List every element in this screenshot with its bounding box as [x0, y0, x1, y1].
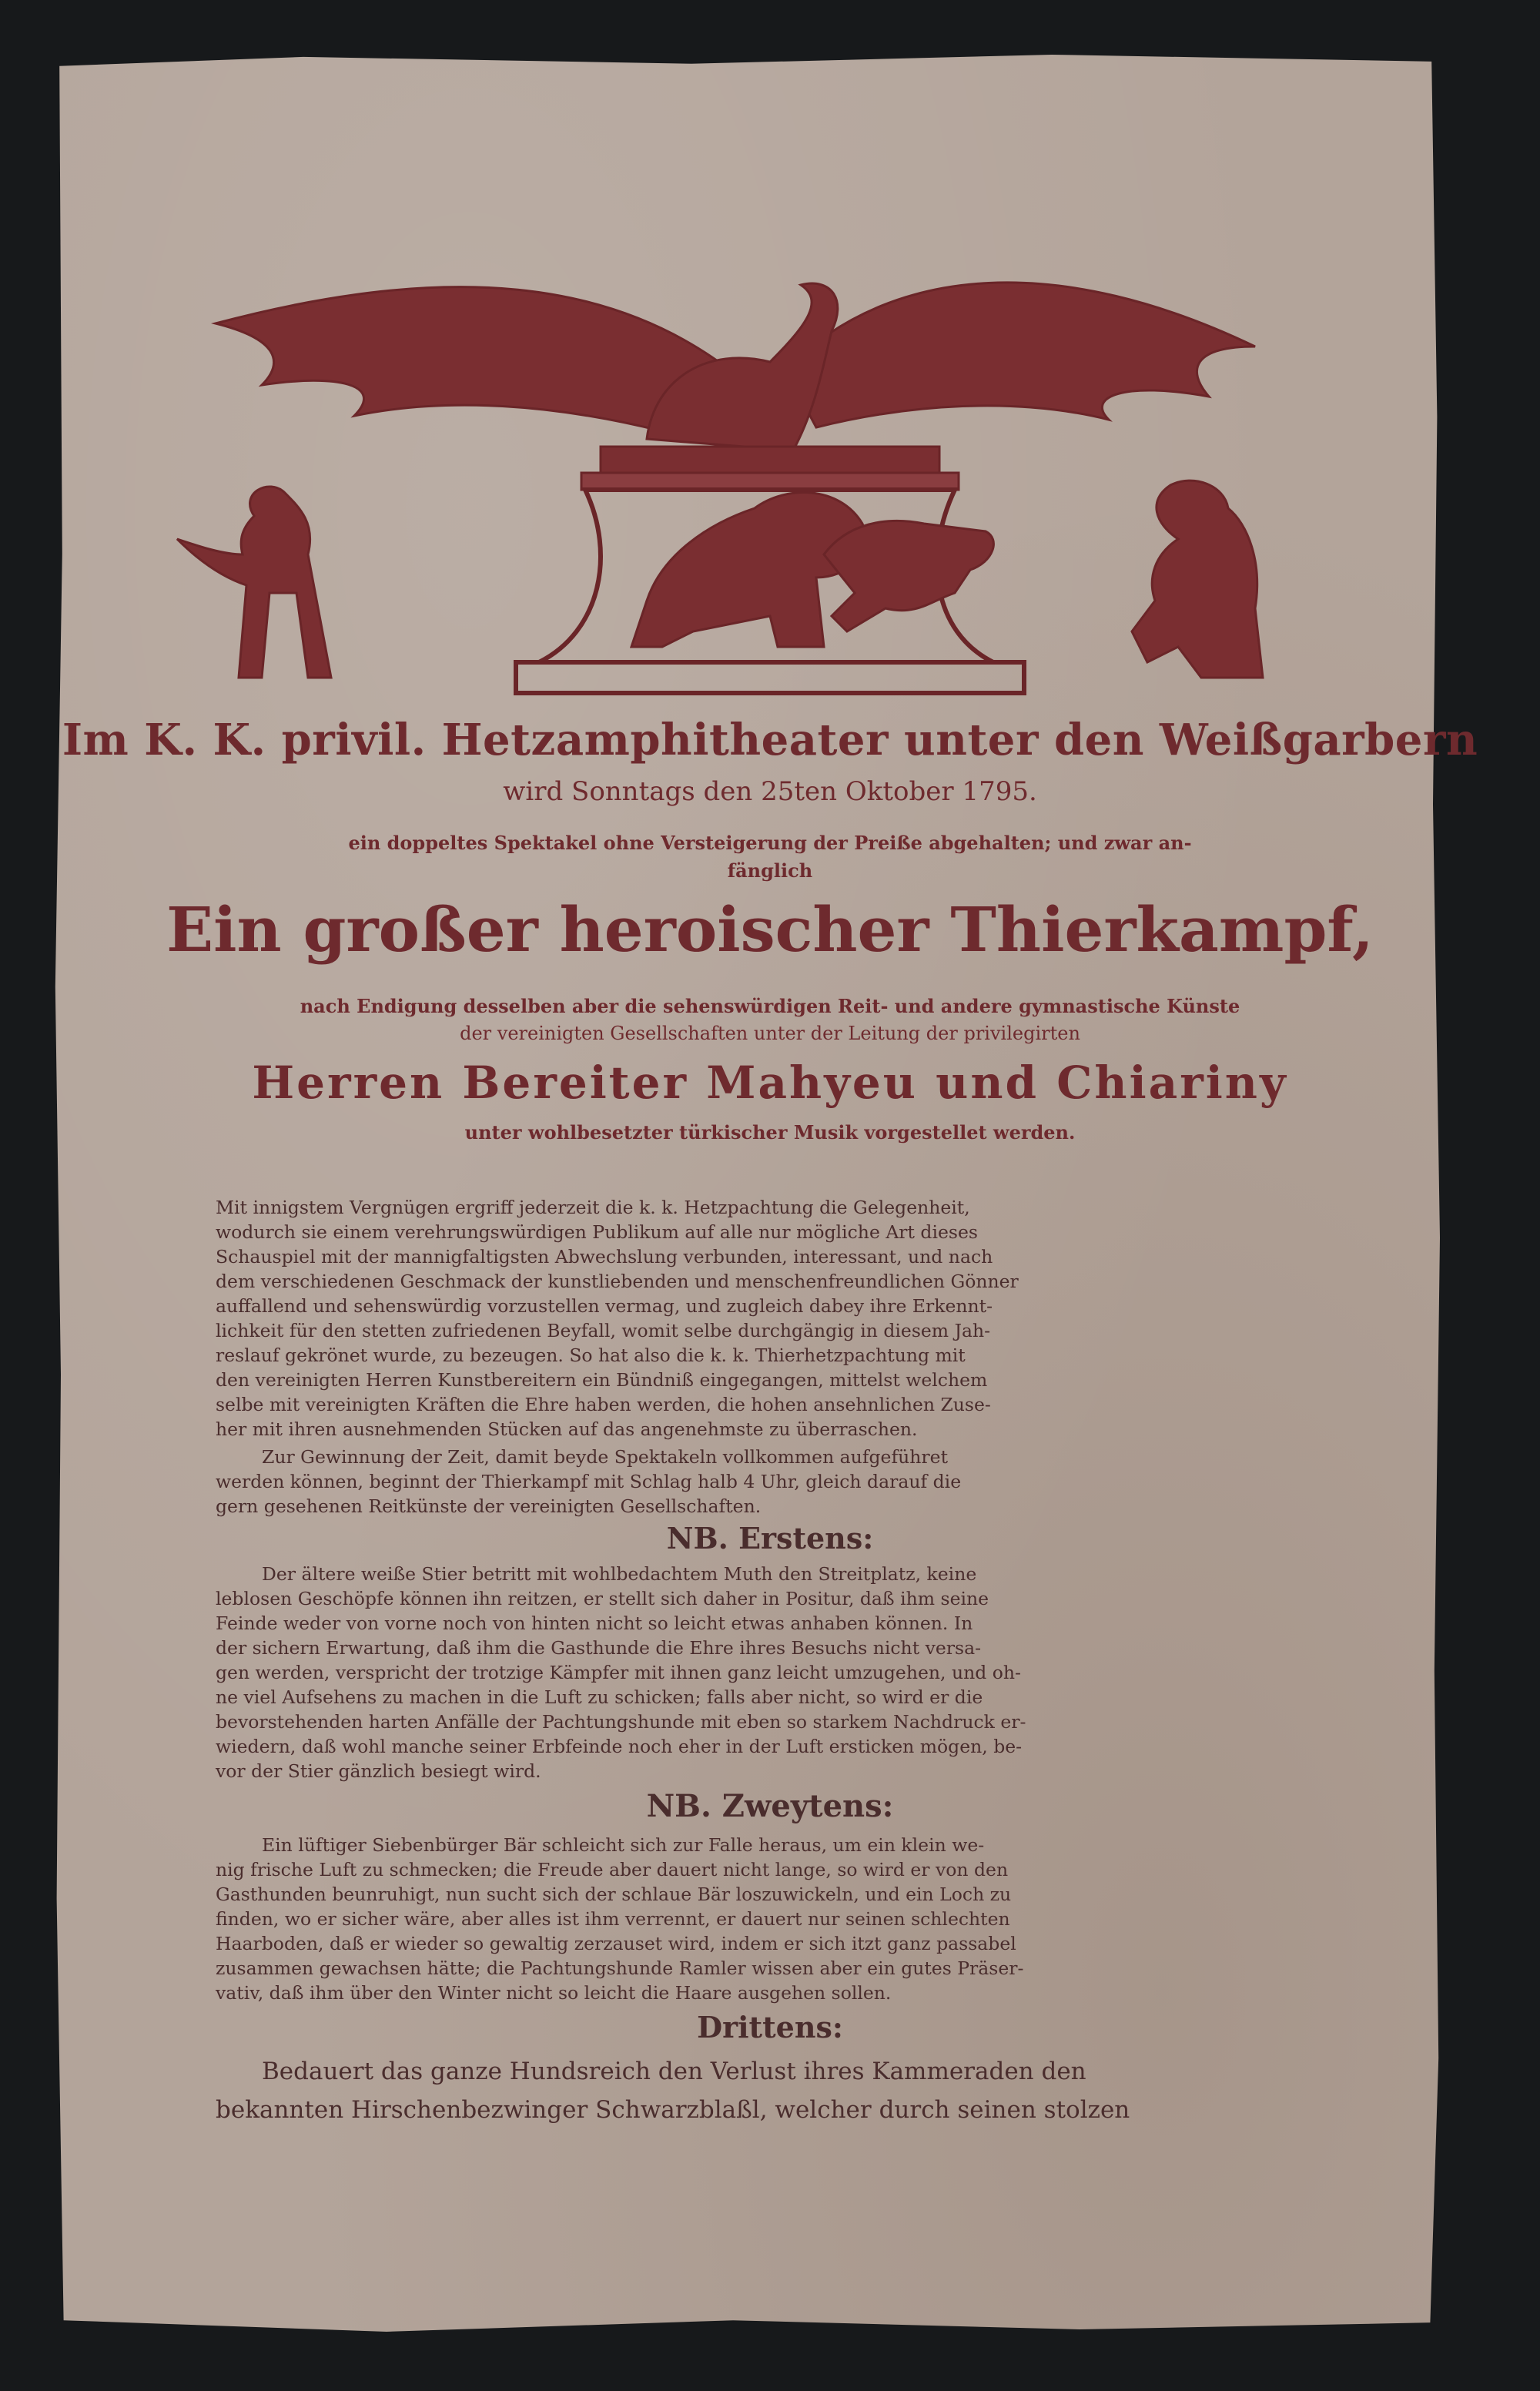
- intro-line: gern gesehenen Reitkünste der vereinigten Gesellschaften.: [216, 1495, 762, 1517]
- main-title: Ein großer heroischer Thierkampf,: [166, 893, 1374, 966]
- section-line: finden, wo er sicher wäre, aber alles ist ihm verrennt, er dauert nur seinen schlechten: [216, 1908, 1010, 1930]
- section-line: bevorstehenden harten Anfälle der Pachtungshunde mit eben so starkem Nachdruck er-: [216, 1711, 1026, 1733]
- section-line: ne viel Aufsehens zu machen in die Luft zu schicken; falls aber nicht, so wird er die: [216, 1686, 983, 1708]
- intro-line: selbe mit vereinigten Kräften die Ehre haben werden, die hohen ansehnlichen Zuse-: [216, 1394, 991, 1415]
- performers-title: Herren Bereiter Mahyeu und Chiariny: [252, 1057, 1288, 1109]
- section-title-drittens: Drittens:: [697, 2010, 843, 2044]
- pedestal-scroll: [516, 662, 1024, 693]
- section-line: bekannten Hirschenbezwinger Schwarzblaßl, welcher durch seinen stolzen: [216, 2096, 1130, 2124]
- section-line: nig frische Luft zu schmecken; die Freude aber dauert nicht lange, so wird er von den: [216, 1859, 1009, 1880]
- header-spectacle-cont: fänglich: [727, 859, 813, 882]
- header-spectacle-line: ein doppeltes Spektakel ohne Versteigerung der Preiße abgehalten; und zwar an-: [348, 832, 1192, 854]
- intro-line: wodurch sie einem verehrungswürdigen Publikum auf alle nur mögliche Art dieses: [216, 1221, 978, 1243]
- section-line: vativ, daß ihm über den Winter nicht so leicht die Haare ausgehen sollen.: [216, 1982, 892, 2004]
- section-line: Der ältere weiße Stier betritt mit wohlbedachtem Muth den Streitplatz, keine: [262, 1563, 977, 1585]
- monkey: [1132, 481, 1263, 678]
- header-music-line: unter wohlbesetzter türkischer Musik vorgestellet werden.: [464, 1121, 1076, 1144]
- header-societies-line: der vereinigten Gesellschaften unter der Leitung der privilegirten: [460, 1023, 1080, 1044]
- section-title-erstens: NB. Erstens:: [666, 1521, 874, 1555]
- intro-line: auffallend und sehenswürdig vorzustellen vermag, und zugleich dabey ihre Erkennt-: [216, 1295, 993, 1317]
- section-line: vor der Stier gänzlich besiegt wird.: [216, 1760, 541, 1782]
- intro-line: Zur Gewinnung der Zeit, damit beyde Spektakeln vollkommen aufgeführet: [262, 1446, 949, 1468]
- intro-line: her mit ihren ausnehmenden Stücken auf das angenehmste zu überraschen.: [216, 1418, 918, 1440]
- intro-line: Mit innigstem Vergnügen ergriff jederzeit die k. k. Hetzpachtung die Gelegenheit,: [216, 1197, 970, 1218]
- small-animal-left: [177, 487, 331, 678]
- header-date-line: wird Sonntags den 25ten Oktober 1795.: [503, 776, 1037, 807]
- lion: [631, 493, 865, 647]
- intro-line: reslauf gekrönet wurde, zu bezeugen. So hat also die k. k. Thierhetzpachtung mit: [216, 1345, 966, 1366]
- pedestal-top: [601, 447, 939, 473]
- intro-line: lichkeit für den stetten zufriedenen Beyfall, womit selbe durchgängig in diesem Jah-: [216, 1320, 991, 1341]
- intro-line: dem verschiedenen Geschmack der kunstliebenden und menschenfreundlichen Gönner: [216, 1271, 1019, 1292]
- section-line: gen werden, verspricht der trotzige Kämpfer mit ihnen ganz leicht umzugehen, und oh-: [216, 1662, 1021, 1683]
- section-line: der sichern Erwartung, daß ihm die Gasthunde die Ehre ihres Besuchs nicht versa-: [216, 1637, 982, 1659]
- section-line: Feinde weder von vorne noch von hinten nicht so leicht etwas anhaben können. In: [216, 1612, 973, 1634]
- intro-line: den vereinigten Herren Kunstbereitern ein Bündniß eingegangen, mittelst welchem: [216, 1369, 988, 1391]
- eagle-right-wing: [785, 283, 1255, 427]
- section-line: wiedern, daß wohl manche seiner Erbfeinde noch eher in der Luft ersticken mögen, be-: [216, 1736, 1023, 1757]
- header-venue-line: Im K. K. privil. Hetzamphitheater unter den Weißgarbern: [62, 715, 1478, 765]
- bear: [824, 521, 993, 631]
- section-line: zusammen gewachsen hätte; die Pachtungshunde Ramler wissen aber ein gutes Präser-: [216, 1957, 1024, 1979]
- section-line: Ein lüftiger Siebenbürger Bär schleicht sich zur Falle heraus, um ein klein we-: [262, 1834, 985, 1856]
- section-line: leblosen Geschöpfe können ihn reitzen, er stellt sich daher in Positur, daß ihm seine: [216, 1588, 989, 1609]
- pedestal-slab: [581, 473, 959, 490]
- section-line: Bedauert das ganze Hundsreich den Verlust ihres Kammeraden den: [262, 2058, 1086, 2085]
- section-line: Gasthunden beunruhigt, nun sucht sich der schlaue Bär loszuwickeln, und ein Loch zu: [216, 1884, 1012, 1905]
- intro-line: werden können, beginnt der Thierkampf mit Schlag halb 4 Uhr, gleich darauf die: [216, 1471, 962, 1492]
- intro-line: Schauspiel mit der mannigfaltigsten Abwechslung verbunden, interessant, und nach: [216, 1246, 993, 1267]
- woodcut-illustration: [154, 231, 1270, 708]
- section-line: Haarboden, daß er wieder so gewaltig zerzauset wird, indem er sich itzt ganz passabel: [216, 1933, 1016, 1954]
- section-title-zweytens: NB. Zweytens:: [646, 1788, 894, 1824]
- header-arts-line: nach Endigung desselben aber die sehenswürdigen Reit- und andere gymnastische Künste: [300, 995, 1240, 1017]
